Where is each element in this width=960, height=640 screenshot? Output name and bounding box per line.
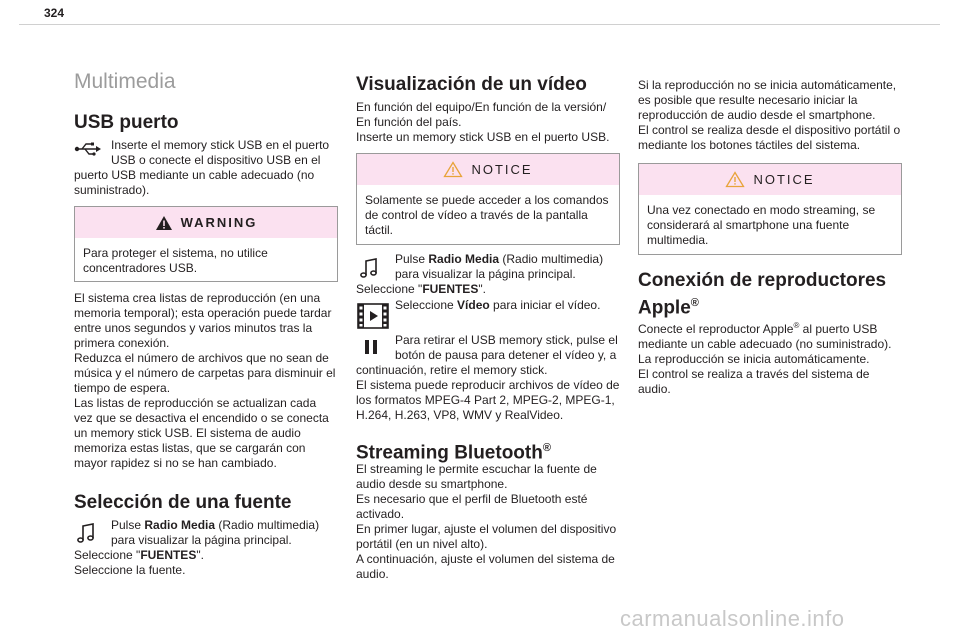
video-heading: Visualización de un vídeo	[356, 74, 587, 95]
source-step3: Seleccione la fuente.	[74, 563, 186, 577]
notice-icon	[725, 171, 745, 188]
page-number: 324	[44, 6, 65, 20]
pause-icon	[364, 339, 378, 355]
streaming-notice-box	[638, 163, 902, 255]
video-notice-header	[357, 154, 619, 185]
video-step2: Seleccione "FUENTES".	[356, 282, 486, 296]
bluetooth-body: El streaming le permite escuchar la fuente de audio desde su smartphone. Es necesario que el perfil de Bluetooth esté activado. En primer lugar, ajuste el volumen del dispositivo portátil (en un nivel alto). A continuación, ajuste el volumen del sistema de audio.	[356, 462, 617, 581]
usb-intro-b: puerto USB mediante un cable adecuado (no suministrado).	[74, 168, 315, 197]
film-icon	[357, 300, 389, 332]
source-step1: Pulse Radio Media (Radio multimedia) para visualizar la página principal.	[111, 518, 320, 547]
streaming-notice-label: NOTICE	[753, 172, 815, 187]
video-intro: En función del equipo/En función de la versión/ En función del país. Inserte un memory stick USB en el puerto USB.	[356, 100, 610, 144]
warning-box	[74, 206, 338, 282]
warning-icon	[155, 215, 173, 231]
music-note-icon	[76, 522, 96, 544]
usb-heading: USB puerto	[74, 112, 179, 133]
usb-intro-a: Inserte el memory stick USB en el puerto USB o conecte el dispositivo USB en el	[111, 138, 330, 167]
apple-body: Conecte el reproductor Apple® al puerto USB mediante un cable adecuado (no suministrado). La reproducción se inicia automáticamente. El control se realiza a través del sistema de audio.	[638, 321, 892, 396]
source-step2: Seleccione "FUENTES".	[74, 548, 204, 562]
warning-text: Para proteger el sistema, no utilice concentradores USB.	[83, 246, 268, 275]
video-step1: Pulse Radio Media (Radio multimedia) para visualizar la página principal.	[395, 252, 604, 281]
notice-icon	[443, 161, 463, 178]
video-step4-a: Para retirar el USB memory stick, pulse el botón de pausa para detener el vídeo y, a	[395, 333, 618, 362]
warning-header	[75, 207, 337, 238]
source-heading: Selección de una fuente	[74, 492, 292, 513]
music-note-icon	[359, 257, 379, 279]
header-divider	[19, 24, 940, 25]
video-notice-text: Solamente se puede acceder a los comandos de control de vídeo a través de la pantalla táctil.	[365, 193, 609, 237]
section-title: Multimedia	[74, 70, 176, 93]
streaming-notice-text: Una vez conectado en modo streaming, se considerará al smartphone una fuente multimedia.	[647, 203, 876, 247]
bluetooth-heading: Streaming Bluetooth®	[356, 442, 551, 464]
video-notice-label: NOTICE	[471, 162, 533, 177]
streaming-text: Si la reproducción no se inicia automáticamente, es posible que resulte necesario iniciar la reproducción de audio desde el smartphone. El control se realiza desde el dispositivo portátil o mediante los botones táctiles del sistema.	[638, 78, 901, 152]
video-step4-b: continuación, retire el memory stick.	[356, 363, 548, 377]
video-formats: El sistema puede reproducir archivos de vídeo de los formatos MPEG-4 Part 2, MPEG-2, MPEG-1, H.264, H.263, VP8, WMV y RealVideo.	[356, 378, 620, 422]
streaming-notice-header	[639, 164, 901, 195]
apple-heading: Conexión de reproductores Apple®	[638, 270, 887, 319]
video-notice-box	[356, 153, 620, 245]
watermark: carmanualsonline.info	[620, 606, 845, 631]
warning-label: WARNING	[180, 215, 258, 230]
usb-body: El sistema crea listas de reproducción (en una memoria temporal); esta operación puede tardar entre unos segundos y varios minutos tras la primera conexión. Reduzca el número de archivos que no sean de música y el número de carpetas para disminuir el tiempo de espera. Las listas de reproducción se actualizan cada vez que se desactiva el encendido o se conecta un memory stick USB. El sistema de audio memoriza estas listas, que se cargarán con mayor rapidez si no se han cambiado.	[74, 291, 336, 470]
video-step3: Seleccione Vídeo para iniciar el vídeo.	[395, 298, 601, 312]
usb-icon	[74, 141, 102, 157]
